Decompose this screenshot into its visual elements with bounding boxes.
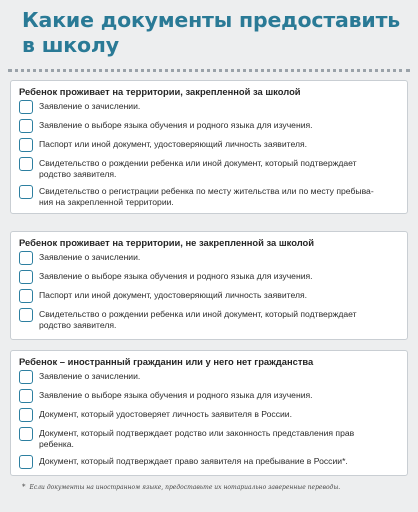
page-title-line-2: в школу xyxy=(22,33,119,57)
checkbox[interactable] xyxy=(19,289,33,303)
checkbox[interactable] xyxy=(19,100,33,114)
item-text-continued: ния на закрепленной территории. xyxy=(39,197,174,207)
checkbox[interactable] xyxy=(19,119,33,133)
checkbox[interactable] xyxy=(19,427,33,441)
checkbox[interactable] xyxy=(19,157,33,171)
item-text: Заявление о зачислении. xyxy=(39,101,141,111)
item-text: Свидетельство о рождении ребенка или иной документ, который подтверждает xyxy=(39,158,357,168)
checkbox[interactable] xyxy=(19,389,33,403)
section-heading: Ребенок – иностранный гражданин или у него нет гражданства xyxy=(19,356,314,367)
checkbox[interactable] xyxy=(19,185,33,199)
item-text: Свидетельство о регистрации ребенка по месту жительства или по месту пребыва- xyxy=(39,186,374,196)
item-text: Заявление о зачислении. xyxy=(39,371,141,381)
page-title-line-1: Какие документы предоставить xyxy=(22,8,401,32)
section-card-assigned-territory xyxy=(10,80,408,214)
item-text: Документ, который удостоверяет личность заявителя в России. xyxy=(39,409,292,419)
item-text: Заявление о зачислении. xyxy=(39,252,141,262)
checkbox[interactable] xyxy=(19,308,33,322)
footnote-text: Если документы на иностранном языке, предоставьте их нотариально заверенные переводы. xyxy=(29,484,341,491)
item-text: Заявление о выборе языка обучения и родного языка для изучения. xyxy=(39,120,313,130)
item-text: Паспорт или иной документ, удостоверяющий личность заявителя. xyxy=(39,139,308,149)
item-text: Документ, который подтверждает право заявителя на пребывание в России*. xyxy=(39,456,348,466)
checkbox[interactable] xyxy=(19,408,33,422)
dotted-divider xyxy=(8,69,410,72)
item-text-continued: родство заявителя. xyxy=(39,320,117,330)
checkbox[interactable] xyxy=(19,251,33,265)
checkbox[interactable] xyxy=(19,138,33,152)
item-text: Документ, который подтверждает родство или законность представления прав xyxy=(39,428,355,438)
footnote-mark: * xyxy=(22,483,26,491)
item-text-continued: ребенка. xyxy=(39,439,74,449)
section-heading: Ребенок проживает на территории, не закрепленной за школой xyxy=(19,237,315,248)
checkbox[interactable] xyxy=(19,455,33,469)
checkbox[interactable] xyxy=(19,370,33,384)
item-text: Паспорт или иной документ, удостоверяющий личность заявителя. xyxy=(39,290,308,300)
item-text-continued: родство заявителя. xyxy=(39,169,117,179)
item-text: Заявление о выборе языка обучения и родного языка для изучения. xyxy=(39,390,313,400)
section-card-unassigned-territory xyxy=(10,231,408,340)
page-title xyxy=(22,8,412,58)
section-heading: Ребенок проживает на территории, закрепленной за школой xyxy=(19,86,301,97)
checkbox[interactable] xyxy=(19,270,33,284)
section-card-foreign-citizen xyxy=(10,350,408,476)
footnote xyxy=(22,483,340,491)
item-text: Свидетельство о рождении ребенка или иной документ, который подтверждает xyxy=(39,309,357,319)
item-text: Заявление о выборе языка обучения и родного языка для изучения. xyxy=(39,271,313,281)
